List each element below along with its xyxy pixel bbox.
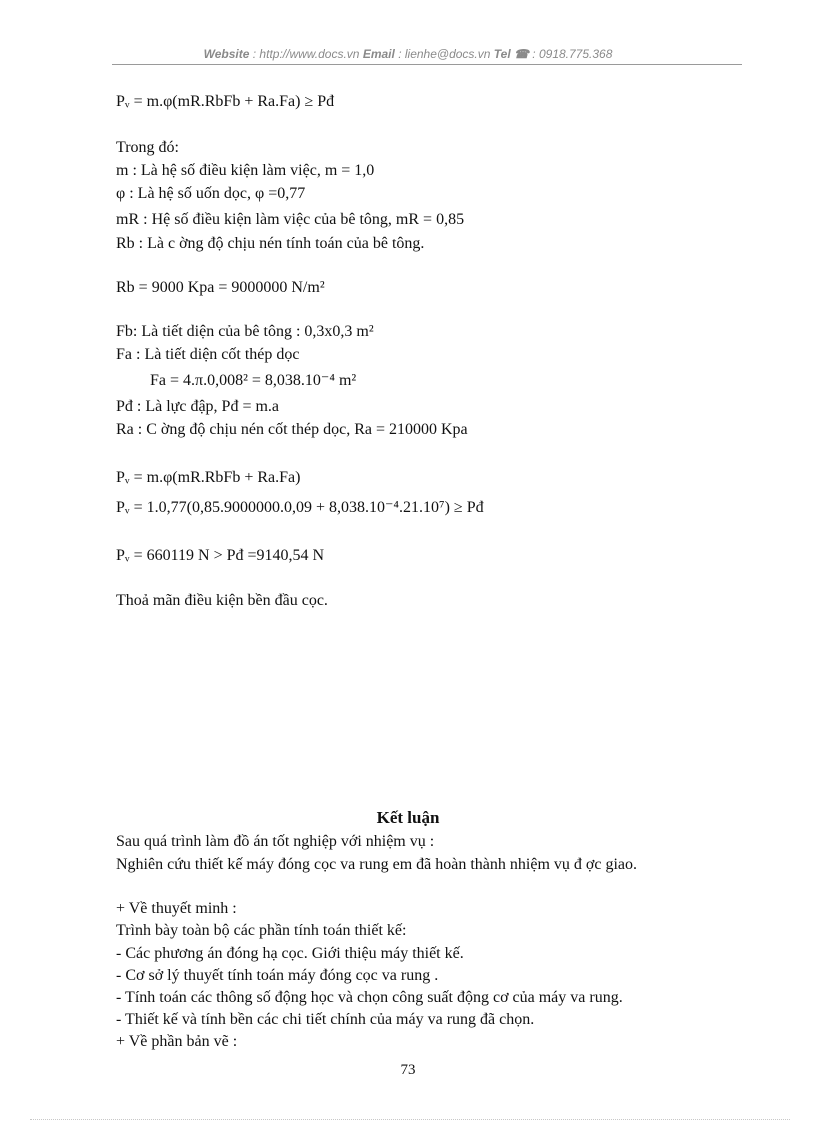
rb-value: Rb = 9000 Kpa = 9000000 N/m²: [116, 279, 325, 296]
explain-heading: + Về thuyết minh :: [116, 900, 237, 917]
calc-conclusion: Thoả mãn điều kiện bền đầu cọc.: [116, 592, 328, 609]
header-divider: [112, 64, 742, 65]
bottom-divider: [30, 1119, 790, 1120]
fa-value: Fa = 4.π.0,008² = 8,038.10⁻⁴ m²: [150, 372, 357, 389]
conclusion-intro: Sau quá trình làm đồ án tốt nghiệp với nhiệm vụ :: [116, 833, 435, 850]
drawings-heading: + Về phần bản vẽ :: [116, 1033, 238, 1050]
formula-strength: Pᵥ = m.φ(mR.RbFb + Ra.Fa) ≥ Pđ: [116, 93, 335, 110]
page-number: 73: [400, 1062, 416, 1078]
calc-line-2: Pᵥ = 1.0,77(0,85.9000000.0,09 + 8,038.10⁻⁴.21.10⁷) ≥ Pđ: [116, 499, 484, 516]
tel-label: Tel ☎: [493, 47, 529, 61]
calc-result: Pᵥ = 660119 N > Pđ =9140,54 N: [116, 547, 325, 564]
list-item: - Các phương án đóng hạ cọc. Giới thiệu máy thiết kế.: [116, 945, 464, 962]
conclusion-task: Nghiên cứu thiết kế máy đóng cọc va rung em đã hoàn thành nhiệm vụ đ ợc giao.: [116, 856, 637, 873]
def-Ra: Ra : C ờng độ chịu nén cốt thép dọc, Ra = 210000 Kpa: [116, 421, 468, 438]
def-m: m : Là hệ số điều kiện làm việc, m = 1,0: [116, 162, 375, 179]
list-item: - Tính toán các thông số động học và chọn công suất động cơ của máy va rung.: [116, 989, 623, 1006]
conclusion-title: Kết luận: [376, 808, 440, 827]
def-mR: mR : Hệ số điều kiện làm việc của bê tông, mR = 0,85: [116, 211, 465, 228]
def-Pd: Pđ : Là lực đập, Pđ = m.a: [116, 398, 280, 415]
def-phi: φ : Là hệ số uốn dọc, φ =0,77: [116, 185, 306, 202]
calc-line-1: Pᵥ = m.φ(mR.RbFb + Ra.Fa): [116, 469, 301, 486]
def-Fa: Fa : Là tiết diện cốt thép dọc: [116, 346, 300, 363]
def-Rb: Rb : Là c ờng độ chịu nén tính toán của bê tông.: [116, 235, 425, 252]
page-header: [0, 47, 816, 61]
website-value[interactable]: : http://www.docs.vn: [252, 47, 360, 61]
list-item: - Thiết kế và tính bền các chi tiết chính của máy va rung đã chọn.: [116, 1011, 535, 1028]
where-title: Trong đó:: [116, 139, 179, 156]
explain-intro: Trình bày toàn bộ các phần tính toán thiết kế:: [116, 922, 407, 939]
list-item: - Cơ sở lý thuyết tính toán máy đóng cọc va rung .: [116, 967, 439, 984]
def-Fb: Fb: Là tiết diện của bê tông : 0,3x0,3 m²: [116, 323, 374, 340]
email-label: Email: [362, 47, 395, 61]
website-label: Website: [203, 47, 250, 61]
email-value[interactable]: : lienhe@docs.vn: [398, 47, 491, 61]
tel-value: : 0918.775.368: [532, 47, 613, 61]
